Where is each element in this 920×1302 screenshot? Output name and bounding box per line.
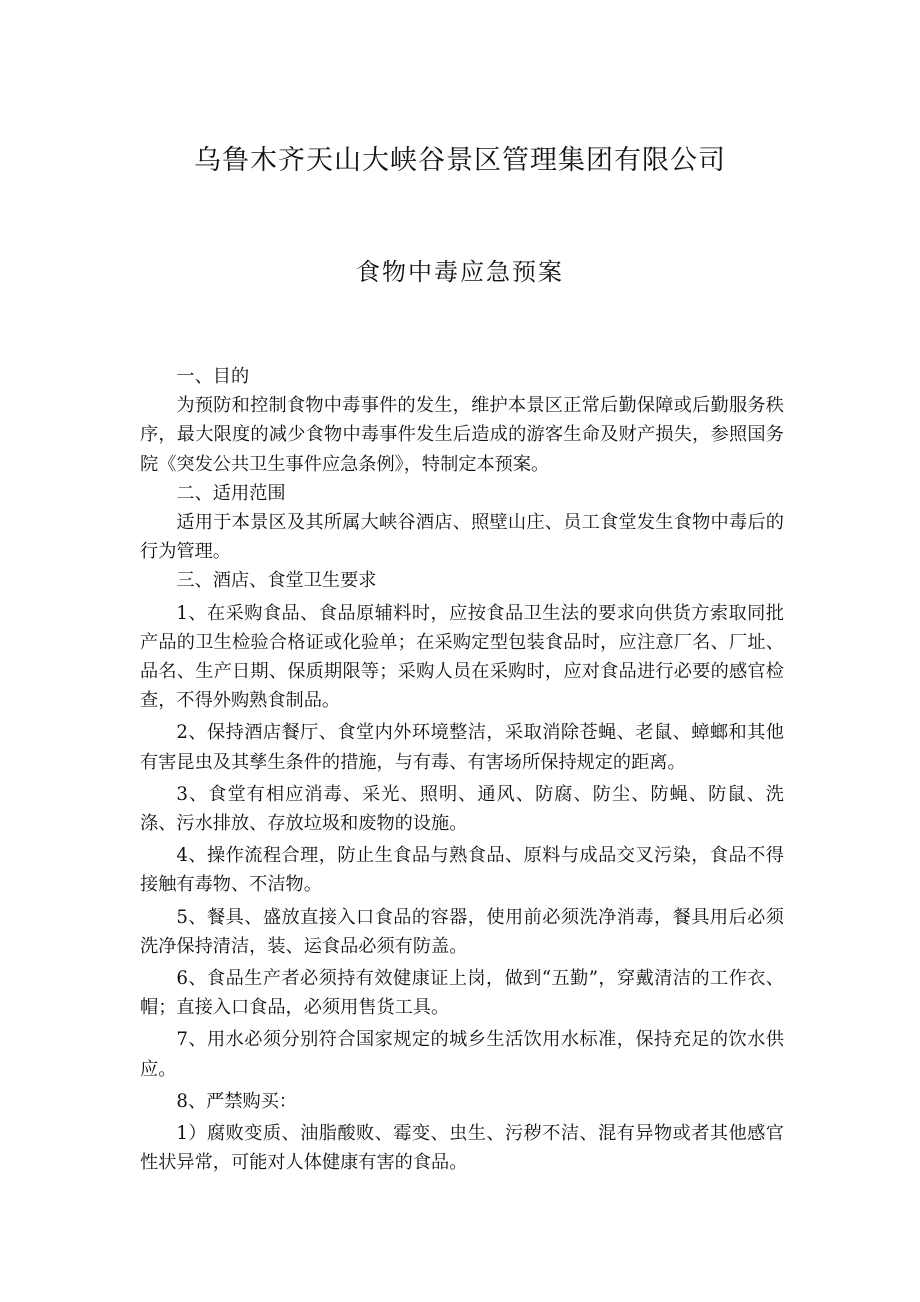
section-heading-purpose: 一、目的 (176, 366, 250, 387)
list-item: 3、食堂有相应消毒、采光、照明、通风、防腐、防尘、防蝇、防鼠、洗涤、污水排放、存放垃圾和废物的设施。 (140, 783, 784, 835)
document-body (140, 362, 784, 1177)
list-item: 2、保持酒店餐厅、食堂内外环境整洁，采取消除苍蝇、老鼠、蟑螂和其他有害昆虫及其孳生条件的措施，与有毒、有害场所保持规定的距离。 (140, 722, 784, 773)
list-item: 6、食品生产者必须持有效健康证上岗，做到“五勤”，穿戴清洁的工作衣、帽；直接入口食品，必须用售货工具。 (140, 968, 784, 1019)
list-item: 5、餐具、盛放直接入口食品的容器，使用前必须洗净消毒，餐具用后必须洗净保持清洁，装、运食品必须有防盖。 (140, 906, 784, 957)
list-item: 1）腐败变质、油脂酸败、霉变、虫生、污秽不洁、混有异物或者其他感官性状异常，可能对人体健康有害的食品。 (140, 1123, 784, 1174)
section-text-purpose: 为预防和控制食物中毒事件的发生，维护本景区正常后勤保障或后勤服务秩序，最大限度的减少食物中毒事件发生后造成的游客生命及财产损失，参照国务院《突发公共卫生事件应急条例》，特制定本预案。 (140, 395, 784, 475)
section-text-scope: 适用于本景区及其所属大峡谷酒店、照壁山庄、员工食堂发生食物中毒后的行为管理。 (140, 512, 784, 563)
section-heading-hygiene: 三、酒店、食堂卫生要求 (176, 570, 377, 592)
list-item: 7、用水必须分别符合国家规定的城乡生活饮用水标准，保持充足的饮水供应。 (140, 1029, 784, 1080)
list-item: 8、严禁购买： (176, 1090, 298, 1112)
company-name: 乌鲁木齐天山大峡谷景区管理集团有限公司 (194, 145, 726, 176)
section-heading-scope: 二、适用范围 (176, 482, 286, 504)
document-title: 食物中毒应急预案 (356, 258, 564, 286)
list-item: 1、在采购食品、食品原辅料时，应按食品卫生法的要求向供货方索取同批产品的卫生检验合格证或化验单；在采购定型包装食品时，应注意厂名、厂址、品名、生产日期、保质期限等；采购人员在采购时，应对食品进行必要的感官检查，不得外购熟食制品。 (140, 602, 784, 712)
list-item: 4、操作流程合理，防止生食品与熟食品、原料与成品交叉污染，食品不得接触有毒物、不洁物。 (140, 845, 784, 896)
